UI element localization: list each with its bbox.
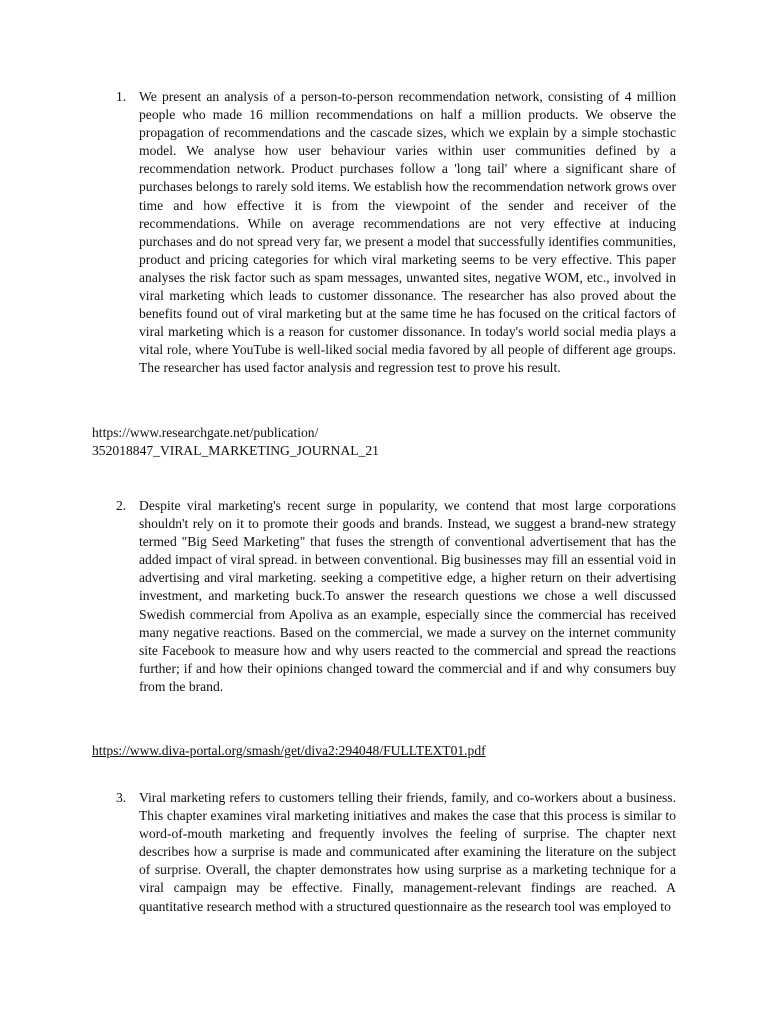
list-item-3 bbox=[116, 789, 676, 916]
reference-link[interactable]: https://www.diva-portal.org/smash/get/diva2:294048/FULLTEXT01.pdf bbox=[92, 743, 486, 758]
abstract-paragraph: We present an analysis of a person-to-person recommendation network, consisting of 4 million people who made 16 million recommendations on half a million products. We observe the propagation of recommendations and the cascade sizes, which we explain by a simple stochastic model. We analyse how user behaviour varies within user communities defined by a recommendation network. Product purchases follow a 'long tail' where a significant share of purchases belongs to rarely sold items. We establish how the recommendation network grows over time and how effective it is from the viewpoint of the sender and receiver of the recommendations. While on average recommendations are not very effective at inducing purchases and do not spread very far, we present a model that successfully identifies communities, product and pricing categories for which viral marketing seems to be very effective. This paper analyses the risk factor such as spam messages, unwanted sites, negative WOM, etc., involved in viral marketing which leads to customer dissonance. The researcher has also proved about the benefits found out of viral marketing but at the same time he has focused on the critical factors of viral marketing which is a reason for customer dissonance. In today's world social media plays a vital role, where YouTube is well-liked social media favored by all people of different age groups. The researcher has used factor analysis and regression test to prove his result. bbox=[139, 89, 676, 376]
list-number: 1. bbox=[116, 89, 127, 104]
list-item-2 bbox=[116, 497, 676, 696]
list-number: 3. bbox=[116, 790, 127, 805]
reference-link[interactable]: https://www.researchgate.net/publication/ 352018847_VIRAL_MARKETING_JOURNAL_21 bbox=[92, 425, 379, 459]
list-number: 2. bbox=[116, 498, 127, 513]
list-item-1 bbox=[116, 88, 676, 378]
abstract-paragraph: Viral marketing refers to customers telling their friends, family, and co-workers about a business. This chapter examines viral marketing initiatives and makes the case that this process is similar to word-of-mouth marketing and frequently involves the feeling of surprise. The chapter next describes how a surprise is made and communicated after examining the literature on the subject of surprise. Overall, the chapter demonstrates how using surprise as a marketing technique for a viral campaign may be effective. Finally, management-relevant findings are reached. A quantitative research method with a structured questionnaire as the research tool was employed to bbox=[139, 790, 676, 914]
abstract-paragraph: Despite viral marketing's recent surge in popularity, we contend that most large corporations shouldn't rely on it to promote their goods and brands. Instead, we suggest a brand-new strategy termed "Big Seed Marketing" that fuses the strength of conventional advertisement that has the added impact of viral spread. in between conventional. Big businesses may fill an essential void in advertising and viral marketing. seeking a competitive edge, a higher return on their advertising investment, and marketing buck.To answer the research questions we chose a well discussed Swedish commercial from Apoliva as an example, especially since the commercial has received many negative reactions. Based on the commercial, we made a survey on the internet community site Facebook to measure how and why users reacted to the commercial and spread the reactions further; if and how their opinions changed toward the commercial and if and why consumers buy from the brand. bbox=[139, 498, 676, 694]
